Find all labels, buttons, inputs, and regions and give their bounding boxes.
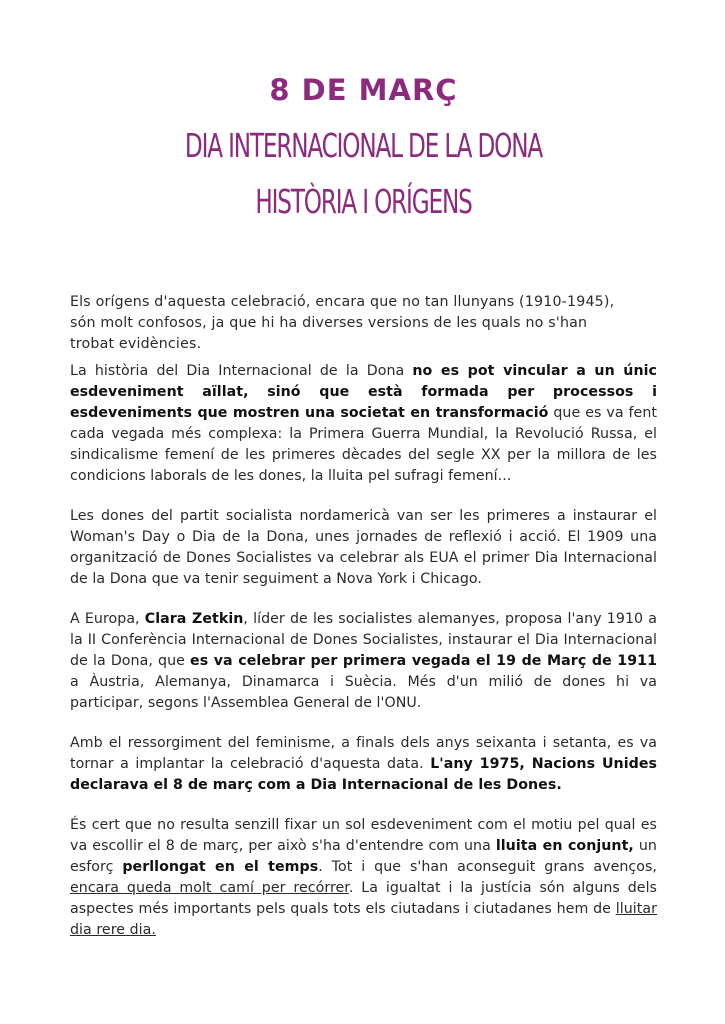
intro-paragraph: Els orígens d'aquesta celebració, encara que no tan llunyans (1910-1945), són molt confosos, ja que hi ha diverses versions de les quals no s'han trobat evidències. [70, 294, 615, 352]
first-celebration-emphasis: es va celebrar per primera vegada el 19 de Març de 1911 [190, 653, 657, 669]
title-subtitle: HISTÒRIA I ORÍGENS [255, 182, 472, 221]
womens-day-paragraph: Les dones del partit socialista nordamericà van ser les primeres a instaurar el Woman's Day o Dia de la Dona, unes jornades de reflexió i acció. El 1909 una organització de Dones Socialistes va celebrar als EUA el primer Dia Internacional de la Dona que va tenir seguiment a Nova York i Chicago. [70, 508, 657, 587]
long-way-underline: encara queda molt camí per recórrer [70, 880, 349, 896]
clara-zetkin: Clara Zetkin [144, 611, 244, 627]
conclusion-paragraph: És cert que no resulta senzill fixar un sol esdeveniment com el motiu pel qual es va escollir el 8 de març, per això s'ha d'entendre com una lluita en conjunt, un esforç perllongat en el temps. Tot i que s'han aconseguit grans avenços, encara queda molt camí per recórrer. La igualtat i la justícia són alguns dels aspectes més importants pels quals tots els ciutadans i ciutadanes hem de lluitar dia rere dia. [70, 817, 657, 938]
europe-paragraph: A Europa, Clara Zetkin, líder de les socialistes alemanyes, proposa l'any 1910 a la II Conferència Internacional de Dones Socialistes, instaurar el Dia Internacional de la Dona, que es va celebrar per primera vegada el 19 de Març de 1911 a Àustria, Alemanya, Dinamarca i Suècia. Més d'un milió de dones hi va participar, segons l'Assemblea General de l'ONU. [70, 611, 657, 711]
daily-fight-underline: lluitar dia rere dia. [70, 901, 657, 938]
resurgence-paragraph: Amb el ressorgiment del feminisme, a finals dels anys seixanta i setanta, es va tornar a implantar la celebració d'aquesta data. L'any 1975, Nacions Unides declarava el 8 de març com a Dia Internacional de les Dones. [70, 735, 657, 793]
history-emphasis: no es pot vincular a un únic esdeveniment aïllat, sinó que està formada per processos i esdeveniments que mostren una societat en transformació [70, 363, 657, 421]
document-page [70, 70, 657, 941]
title-date: 8 DE MARÇ [269, 73, 458, 107]
joint-struggle-emphasis: lluita en conjunt, [495, 838, 634, 854]
prolonged-effort-emphasis: perllongat en el temps [122, 859, 319, 875]
title-main: DIA INTERNACIONAL DE LA DONA [184, 126, 543, 165]
history-paragraph: La història del Dia Internacional de la Dona no es pot vincular a un únic esdeveniment aïllat, sinó que està formada per processos i esdeveniments que mostren una societat en transformació que es va fent cada vegada més complexa: la Primera Guerra Mundial, la Revolució Russa, el sindicalisme femení de les primeres dècades del segle XX per la millora de les condicions laborals de les dones, la lluita pel sufragi femení... [70, 363, 657, 484]
un-declaration-emphasis: L'any 1975, Nacions Unides declarava el 8 de març com a Dia Internacional de les Dones. [70, 756, 657, 793]
